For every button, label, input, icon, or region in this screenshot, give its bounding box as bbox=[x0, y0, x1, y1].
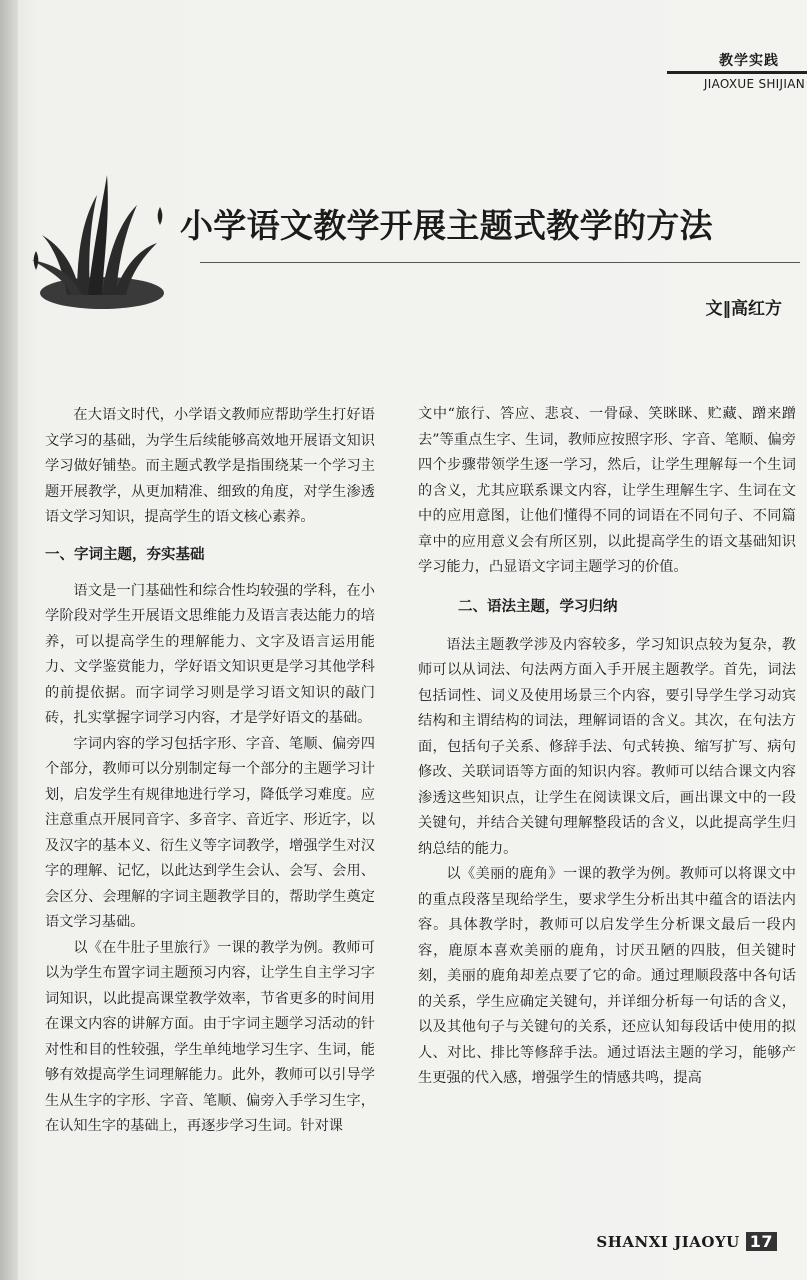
paragraph: 以《在牛肚子里旅行》一课的教学为例。教师可以为学生布置字词主题预习内容，让学生自主学习字词知识，以此提高课堂教学效率，节省更多的时间用在课文内容的讲解方面。由于字词主题学习活动的针对性和目的性较强，学生单纯地学习生字、生词，能够有效提高学生词理解能力。此外，教师可以引导学生从生字的字形、字音、笔顺、偏旁入手学习生字，在认知生字的基础上，再逐步学习生词。针对课 bbox=[45, 939, 375, 1134]
page-footer bbox=[596, 1232, 777, 1251]
right-column bbox=[418, 402, 796, 1092]
paragraph: 文中“旅行、答应、悲哀、一骨碌、笑眯眯、贮藏、蹭来蹭去”等重点生字、生词，教师应按照字形、字音、笔顺、偏旁四个步骤带领学生逐一学习，然后，让学生理解每一个生词的含义，尤其应联系课文内容，让学生理解生字、生词在文中的应用意图，让他们懂得不同的词语在不同句子、不同篇章中的应用意义会有所区别，以此提高学生的语文基础知识学习能力，凸显语文字词主题学习的价值。 bbox=[418, 406, 796, 575]
section-heading-1: 一、字词主题，夯实基础 bbox=[45, 546, 205, 563]
header-rule bbox=[667, 71, 807, 74]
paragraph: 字词内容的学习包括字形、字音、笔顺、偏旁四个部分，教师可以分别制定每一个部分的主题学习计划，启发学生有规律地进行学习，降低学习难度。应注意重点开展同音字、多音字、音近字、形近字，以及汉字的基本义、衍生义等字词教学，增强学生对汉字的理解、记忆，以此达到学生会认、会写、会用、会区分、会理解的字词主题教学目的，帮助学生奠定语文学习基础。 bbox=[45, 735, 375, 930]
page-number: 17 bbox=[746, 1232, 777, 1251]
paragraph: 以《美丽的鹿角》一课的教学为例。教师可以将课文中的重点段落呈现给学生，要求学生分析出其中蕴含的语法内容。具体教学时，教师可以启发学生分析课文最后一段内容，鹿原本喜欢美丽的鹿角，讨厌丑陋的四肢，但关键时刻，美丽的鹿角却差点要了它的命。通过理顺段落中各句话的关系，学生应确定关键句，并详细分析每一句话的含义，以及其他句子与关键句的关系，还应认知每段话中使用的拟人、对比、排比等修辞手法。通过语法主题的学习，能够产生更强的代入感，增强学生的情感共鸣，提高 bbox=[418, 866, 796, 1086]
title-rule bbox=[200, 262, 800, 263]
article-title: 小学语文教学开展主题式教学的方法 bbox=[180, 206, 713, 245]
paragraph: 语文是一门基础性和综合性均较强的学科，在小学阶段对学生开展语文思维能力及语言表达能力的培养，可以提高学生的理解能力、文字及语言运用能力、文学鉴赏能力，学好语文知识更是学习其他学科的前提依据。而字词学习则是学习语文知识的敲门砖，扎实掌握字词学习内容，才是学好语文的基础。 bbox=[45, 582, 375, 726]
intro-paragraph: 在大语文时代，小学语文教师应帮助学生打好语文学习的基础，为学生后续能够高效地开展语文知识学习做好铺垫。而主题式教学是指围绕某一个学习主题开展教学，从更加精准、细致的角度，对学生渗透语文学习知识，提高学生的语文核心素养。 bbox=[45, 407, 375, 525]
section-pinyin: JIAOXUE SHIJIAN bbox=[703, 77, 805, 91]
left-column bbox=[45, 403, 375, 1140]
page-gutter bbox=[0, 0, 18, 1280]
section-heading-2: 二、语法主题，学习归纳 bbox=[458, 598, 618, 615]
author-line: 文‖高红方 bbox=[705, 299, 782, 319]
journal-name: SHANXI JIAOYU bbox=[596, 1232, 740, 1251]
grass-logo-icon bbox=[22, 165, 172, 315]
section-title: 教学实践 bbox=[719, 53, 779, 69]
paragraph: 语法主题教学涉及内容较多，学习知识点较为复杂，教师可以从词法、句法两方面入手开展主题教学。首先，词法包括词性、词义及使用场景三个内容，要引导学生学习动宾结构和主谓结构的词法，理解词语的含义。其次，在句法方面，包括句子关系、修辞手法、句式转换、缩写扩写、病句修改、关联词语等方面的知识内容。教师可以结合课文内容渗透这些知识点，让学生在阅读课文后，画出课文中的一段关键句，并结合关键句理解整段话的含义，以此提高学生归纳总结的能力。 bbox=[418, 636, 796, 857]
